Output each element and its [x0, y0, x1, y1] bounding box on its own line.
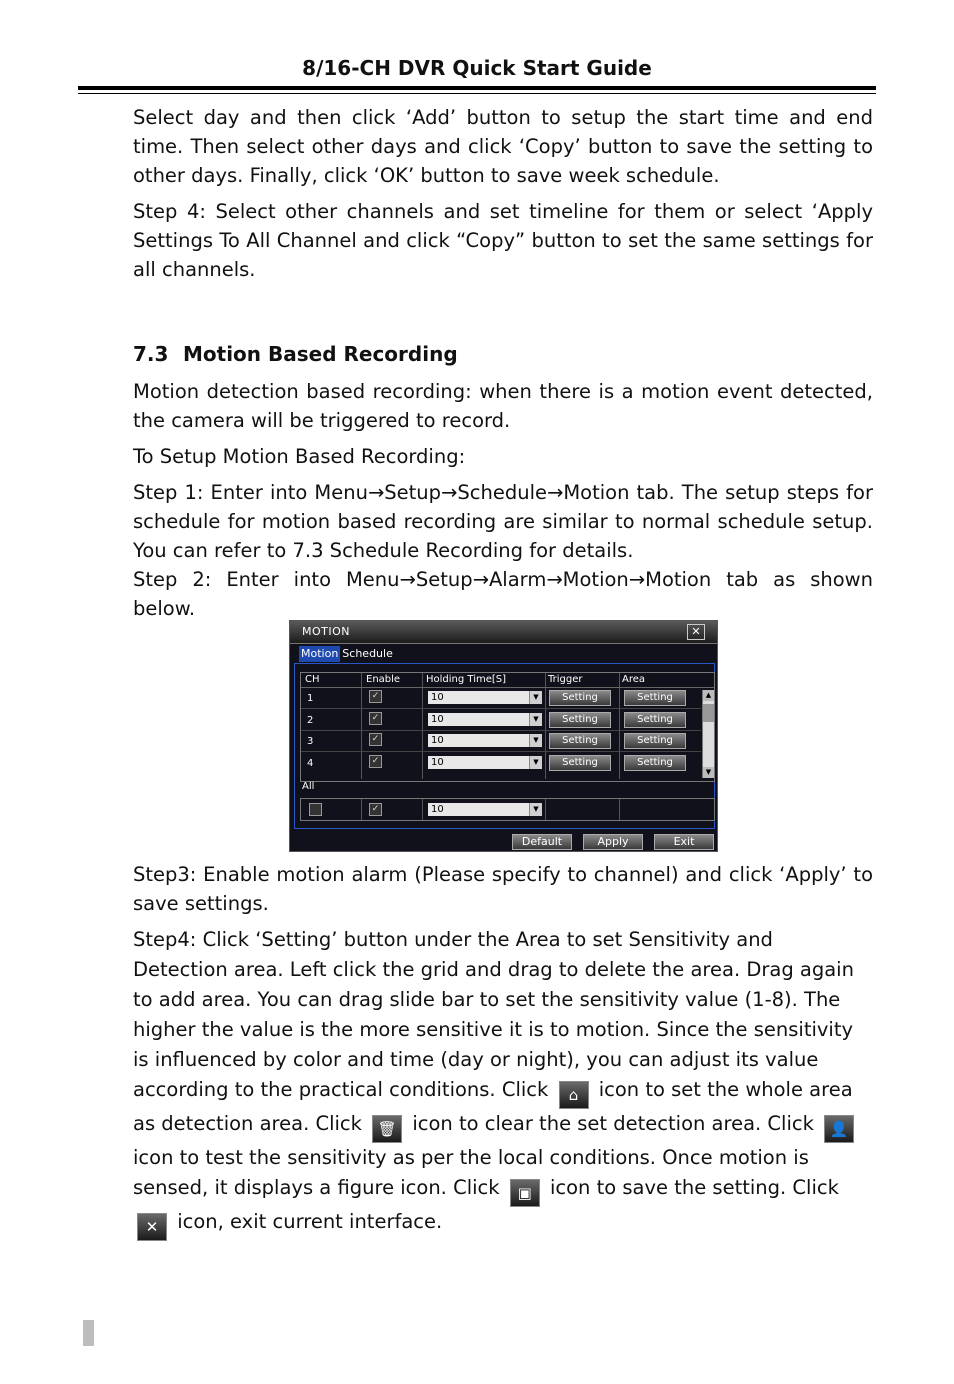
paragraph: Step 1: Enter into Menu→Setup→Schedule→Motion tab. The setup steps for schedule for motion based recording are similar to normal schedule setup. You can refer to 7.3 Schedule Recording for details.: [133, 481, 873, 562]
header-rule-thick: [78, 86, 876, 90]
table-scrollbar[interactable]: [702, 690, 714, 778]
close-icon[interactable]: ✕: [687, 624, 705, 640]
dropdown-arrow-icon: ▼: [529, 803, 542, 816]
table-row: [301, 730, 701, 752]
dropdown-arrow-icon: ▼: [529, 691, 542, 704]
motion-panel: [294, 663, 715, 829]
motion-window: [289, 620, 718, 852]
window-titlebar: [290, 621, 717, 644]
home-icon: ⌂: [559, 1081, 589, 1109]
area-setting-button[interactable]: Setting: [624, 733, 686, 749]
scroll-down-icon[interactable]: ▼: [703, 767, 714, 778]
tab-motion[interactable]: Motion: [301, 647, 339, 660]
trash-icon: 🗑: [372, 1115, 402, 1143]
select-all-checkbox[interactable]: [309, 803, 322, 816]
channel-number: 1: [307, 693, 314, 704]
enable-checkbox[interactable]: ✓: [369, 690, 382, 703]
paragraph: To Setup Motion Based Recording:: [133, 445, 466, 468]
area-setting-button[interactable]: Setting: [624, 712, 686, 728]
area-setting-button[interactable]: Setting: [624, 755, 686, 771]
table-row: [301, 709, 701, 731]
default-button[interactable]: Default: [512, 834, 572, 850]
channel-number: 3: [307, 736, 314, 747]
trigger-setting-button[interactable]: Setting: [549, 733, 611, 749]
paragraph-step3: Step3: Enable motion alarm (Please specify to channel) and click ‘Apply’ to save settings.: [133, 863, 873, 915]
table-header: [301, 673, 714, 688]
channel-table: [300, 672, 715, 782]
enable-checkbox[interactable]: ✓: [369, 733, 382, 746]
window-title: MOTION: [302, 625, 350, 638]
paragraph: Select day and then click ‘Add’ button to setup the start time and end time. Then select other days and click ‘Copy’ button to save the setting to other days. Finally, click ‘OK’ button to save week schedule.: [133, 106, 873, 187]
col-area: Area: [622, 674, 646, 685]
trigger-setting-button[interactable]: Setting: [549, 712, 611, 728]
page-content-lower: [133, 860, 873, 1248]
header-rule-thin: [78, 93, 876, 94]
col-enable: Enable: [366, 674, 401, 685]
area-setting-button[interactable]: Setting: [624, 690, 686, 706]
holding-time-all-select[interactable]: 10 ▼: [428, 803, 542, 816]
scroll-thumb[interactable]: [703, 704, 714, 722]
col-ch: CH: [305, 674, 320, 685]
paragraph: Step 4: Select other channels and set timeline for them or select ‘Apply Settings To All Channel and click “Copy” button to set the same settings for all channels.: [133, 200, 873, 281]
save-icon: ▣: [510, 1179, 540, 1207]
trigger-setting-button[interactable]: Setting: [549, 755, 611, 771]
all-channels-row: [300, 798, 715, 821]
dropdown-arrow-icon: ▼: [529, 734, 542, 747]
channel-number: 4: [307, 758, 314, 769]
enable-checkbox[interactable]: ✓: [369, 712, 382, 725]
person-icon: 👤: [824, 1115, 854, 1143]
dropdown-arrow-icon: ▼: [529, 756, 542, 769]
apply-button[interactable]: Apply: [583, 834, 643, 850]
scroll-up-icon[interactable]: ▲: [703, 690, 714, 701]
section-number: 7.3: [133, 342, 169, 366]
section-title: Motion Based Recording: [183, 342, 458, 366]
holding-time-select[interactable]: 10 ▼: [428, 691, 542, 704]
channel-number: 2: [307, 715, 314, 726]
table-row: [301, 687, 701, 709]
table-row: [301, 752, 701, 773]
tab-bar: [299, 646, 395, 662]
trigger-setting-button[interactable]: Setting: [549, 690, 611, 706]
holding-time-select[interactable]: 10 ▼: [428, 713, 542, 726]
section-heading: [133, 340, 873, 369]
col-trigger: Trigger: [548, 674, 583, 685]
page-header: 8/16-CH DVR Quick Start Guide: [302, 56, 652, 80]
dropdown-arrow-icon: ▼: [529, 713, 542, 726]
window-footer: [290, 831, 717, 851]
close-icon: ✕: [137, 1213, 167, 1241]
exit-button[interactable]: Exit: [654, 834, 714, 850]
col-holding: Holding Time[S]: [426, 674, 507, 685]
enable-checkbox[interactable]: ✓: [369, 755, 382, 768]
enable-all-checkbox[interactable]: ✓: [369, 803, 382, 816]
tab-schedule[interactable]: Schedule: [342, 647, 393, 660]
all-label: All: [302, 781, 315, 792]
paragraph-step4: Step4: Click ‘Setting’ button under the Area to set Sensitivity and Detection area. Left click the grid and drag to delete the area. Drag again to add area. You can drag slide bar to set the sensitivity value (1-8). The higher the value is the more sensitive it is to motion. Since the sensitivity is influenced by color and time (day or night), you can adjust its value according to the practical conditions. Click ⌂ icon to set the whole area as detection area. Click 🗑 icon to clear the set detection area. Click 👤 icon to test the sensitivity as per the local conditions. Once motion is sensed, it displays a figure icon. Click ▣ icon to save the setting. Click ✕ icon, exit current interface.: [133, 925, 873, 1241]
page-marker: [83, 1320, 94, 1346]
holding-time-select[interactable]: 10 ▼: [428, 734, 542, 747]
holding-time-select[interactable]: 10 ▼: [428, 756, 542, 769]
page-content: [133, 103, 873, 630]
paragraph: Motion detection based recording: when there is a motion event detected, the camera will be triggered to record.: [133, 380, 873, 432]
paragraph: Step 2: Enter into Menu→Setup→Alarm→Motion→Motion tab as shown below.: [133, 568, 873, 620]
